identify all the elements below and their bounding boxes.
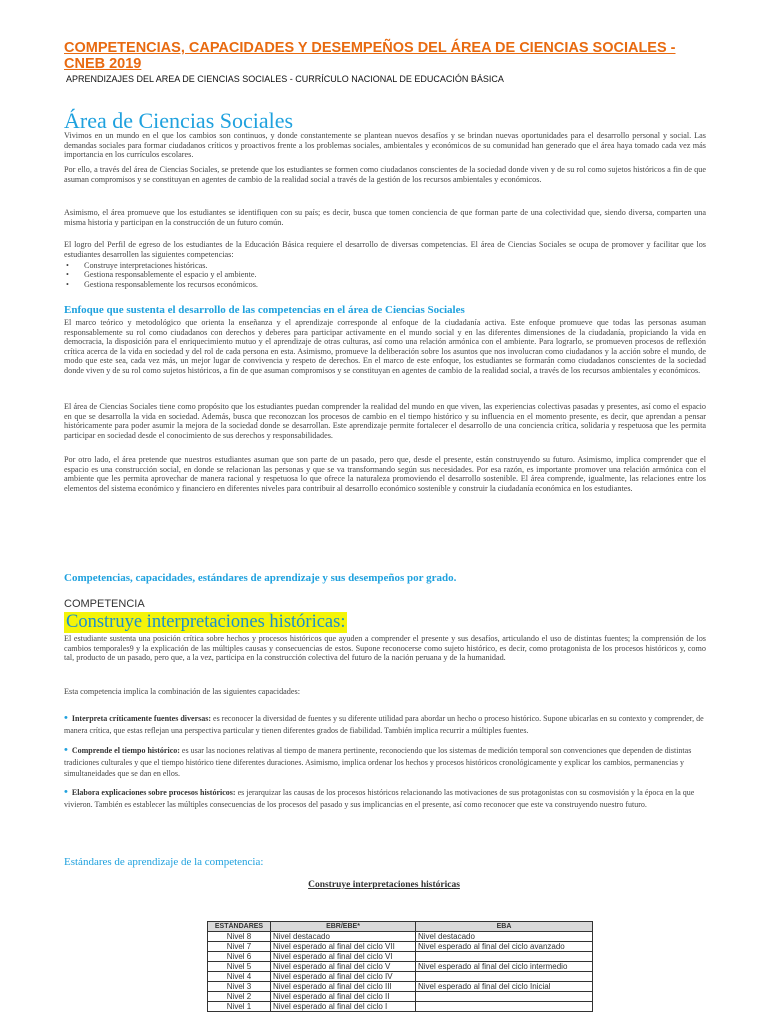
estandares-heading: Estándares de aprendizaje de la competencia: bbox=[64, 856, 264, 868]
table-cell: Nivel destacado bbox=[416, 932, 593, 942]
table-cell: Nivel esperado al final del ciclo IV bbox=[271, 972, 416, 982]
table-row bbox=[208, 962, 593, 972]
table-cell: Nivel esperado al final del ciclo avanzado bbox=[416, 942, 593, 952]
area-paragraph-4: El logro del Perfil de egreso de los estudiantes de la Educación Básica requiere el desarrollo de diversas competencias. El área de Ciencias Sociales se ocupa de promover y facilitar que los estudiantes desarrollen las siguientes competencias: bbox=[64, 240, 706, 259]
enfoque-paragraph-1: El marco teórico y metodológico que orienta la enseñanza y el aprendizaje corresponde al enfoque de la ciudadanía activa. Este enfoque promueve que todas las personas asuman responsablemente su rol como ciudadanos con derechos y deberes para participar activamente en el mundo social y en las diferentes dimensiones de la ciudadanía, propiciando la vida en democracia, la disposición para el enriquecimiento mutuo y el aprendizaje de otras culturas, así como una relación armónica con el ambiente. Para lograrlo, se promueven procesos de reflexión crítica acerca de la vida en sociedad y del rol de cada persona en esta. Asimismo, promueve la deliberación sobre los asuntos que nos involucran como ciudadanos y la acción sobre el mundo, de modo que este sea, cada vez más, un mejor lugar de convivencia y respeto de derechos. En el marco de este enfoque, los estudiantes se formarán como ciudadanos conscientes de la sociedad donde viven y de su rol como sujetos históricos, a fin de que asuman compromisos y se constituyan en agentes de cambio de la realidad social, a través de los recursos ambientales y económicos. bbox=[64, 318, 706, 375]
table-cell: Nivel esperado al final del ciclo III bbox=[271, 982, 416, 992]
table-row bbox=[208, 992, 593, 1002]
capacidad-item bbox=[64, 713, 709, 736]
capacidad-name: Comprende el tiempo histórico: bbox=[71, 746, 180, 755]
table-cell: Nivel esperado al final del ciclo I bbox=[271, 1002, 416, 1012]
table-cell: Nivel 3 bbox=[208, 982, 271, 992]
table-title: Construye interpretaciones históricas bbox=[308, 880, 460, 890]
table-cell bbox=[416, 1002, 593, 1012]
table-row bbox=[208, 942, 593, 952]
enfoque-heading: Enfoque que sustenta el desarrollo de las competencias en el área de Ciencias Sociales bbox=[64, 304, 465, 316]
table-cell: Nivel 7 bbox=[208, 942, 271, 952]
column-header: EBR/EBE* bbox=[271, 922, 416, 932]
capacidad-name: Interpreta críticamente fuentes diversas: bbox=[71, 714, 212, 723]
column-header: EBA bbox=[416, 922, 593, 932]
capacidad-item bbox=[64, 745, 709, 780]
table-row bbox=[208, 982, 593, 992]
capacidad-name: Elabora explicaciones sobre procesos históricos: bbox=[71, 788, 236, 797]
table-cell: Nivel 1 bbox=[208, 1002, 271, 1012]
table-cell: Nivel esperado al final del ciclo VII bbox=[271, 942, 416, 952]
table-cell bbox=[416, 952, 593, 962]
list-item: • Gestiona responsablemente los recursos económicos. bbox=[64, 280, 704, 289]
table-cell: Nivel esperado al final del ciclo intermedio bbox=[416, 962, 593, 972]
area-heading: Área de Ciencias Sociales bbox=[64, 108, 294, 133]
table-cell: Nivel 6 bbox=[208, 952, 271, 962]
area-paragraph-3: Asimismo, el área promueve que los estudiantes se identifiquen con su país; es decir, busca que tomen conciencia de que forman parte de una colectividad que, siendo diversa, comparten una misma historia y participan en la construcción de un futuro común. bbox=[64, 208, 706, 227]
capacidad-item bbox=[64, 787, 709, 810]
table-cell bbox=[416, 972, 593, 982]
enfoque-paragraph-3: Por otro lado, el área pretende que nuestros estudiantes asuman que son parte de un pasado, pero que, desde el presente, están construyendo su futuro. Asimismo, implica comprender que el espacio es una construcción social, en donde se relacionan las personas y que se va transformando según sus necesidades. Por esa razón, es importante promover una relación armónica con el ambiente que les permita aprovechar de manera racional y respetuosa lo que ofrece la naturaleza promoviendo el desarrollo sostenible. El área comprende, igualmente, las relaciones entre los elementos del sistema económico y financiero en diferentes niveles para contribuir al desarrollo económico sostenible y construir la ciudadanía económica en los estudiantes. bbox=[64, 455, 706, 493]
page-subtitle: APRENDIZAJES DEL AREA DE CIENCIAS SOCIALES - CURRÍCULO NACIONAL DE EDUCACIÓN BÁSICA bbox=[66, 74, 504, 84]
list-item: • Gestiona responsablemente el espacio y el ambiente. bbox=[64, 270, 704, 279]
table-row bbox=[208, 952, 593, 962]
table-cell: Nivel esperado al final del ciclo Inicial bbox=[416, 982, 593, 992]
page-title[interactable]: COMPETENCIAS, CAPACIDADES Y DESEMPEÑOS DEL ÁREA DE CIENCIAS SOCIALES - CNEB 2019 bbox=[64, 40, 676, 72]
capacidad-text: es reconocer la diversidad de fuentes y su diferente utilidad para abordar un hecho o proceso histórico. Supone ubicarlas en su contexto y comprender, de manera crítica, que estas reflejan una perspectiva particular y tienen diferentes grados de fiabilidad. También implica recurrir a múltiples fuentes. bbox=[64, 714, 704, 735]
table-cell: Nivel 4 bbox=[208, 972, 271, 982]
table-cell: Nivel 2 bbox=[208, 992, 271, 1002]
area-paragraph-1: Vivimos en un mundo en el que los cambios son continuos, y donde constantemente se plantean nuevos desafíos y se brindan nuevas oportunidades para el desarrollo personal y social. Las demandas sociales para formar ciudadanos críticos y proactivos frente a los problemas sociales, ambientales y económicos de su comunidad han generado que el área haya tomado cada vez más importancia en los currículos escolares. bbox=[64, 131, 706, 160]
table-cell: Nivel 5 bbox=[208, 962, 271, 972]
table-cell: Nivel 8 bbox=[208, 932, 271, 942]
table-row bbox=[208, 1002, 593, 1012]
column-header: ESTÁNDARES bbox=[208, 922, 271, 932]
table-row bbox=[208, 932, 593, 942]
capacidad-text: es jerarquizar las causas de los procesos históricos relacionando las motivaciones de sus protagonistas con su cosmovisión y la época en la que vivieron. También es establecer las múltiples consecuencias de los procesos del pasado y sus implicancias en el presente, así como reconocer que este va construyendo nuestro futuro. bbox=[64, 788, 695, 809]
table-cell: Nivel esperado al final del ciclo II bbox=[271, 992, 416, 1002]
table-header-row bbox=[208, 922, 593, 932]
bullet-icon: • bbox=[64, 744, 68, 756]
bullet-icon: • bbox=[64, 712, 68, 724]
table-cell: Nivel esperado al final del ciclo V bbox=[271, 962, 416, 972]
capacidad-text: es usar las nociones relativas al tiempo de manera pertinente, reconociendo que los sistemas de medición temporal son convenciones que dependen de distintas tradiciones culturales y que el tiempo histórico tiene diferentes duraciones. Asimismo, implica ordenar los hechos y procesos históricos cronológicamente y explicar los cambios, permanencias y simultaneidades que se dan en ellos. bbox=[64, 746, 692, 778]
estandares-table bbox=[207, 921, 593, 1012]
section-heading: Competencias, capacidades, estándares de aprendizaje y sus desempeños por grado. bbox=[64, 572, 457, 584]
area-paragraph-2: Por ello, a través del área de Ciencias Sociales, se pretende que los estudiantes se formen como ciudadanos conscientes de la sociedad donde viven y de su rol como sujetos históricos a fin de que asuman compromisos y se constituyan en agentes de cambio de la realidad social a través de la gestión de los recursos ambientales y económicos. bbox=[64, 165, 706, 184]
competencia-title: Construye interpretaciones históricas: bbox=[66, 612, 346, 632]
list-item: • Construye interpretaciones históricas. bbox=[64, 261, 704, 270]
table-cell: Nivel esperado al final del ciclo VI bbox=[271, 952, 416, 962]
table-row bbox=[208, 972, 593, 982]
capacidades-intro: Esta competencia implica la combinación de las siguientes capacidades: bbox=[64, 687, 300, 696]
competencia-paragraph: El estudiante sustenta una posición crítica sobre hechos y procesos históricos que ayuden a comprender el presente y sus desafíos, articulando el uso de distintas fuentes; la comprensión de los cambios temporales9 y la explicación de las múltiples causas y consecuencias de estos. Supone reconocerse como sujeto histórico, es decir, como protagonista de los procesos históricos y, como tal, producto de un pasado, pero que, a la vez, participa en la construcción colectiva del futuro de la nación peruana y de la humanidad. bbox=[64, 634, 706, 663]
table-cell bbox=[416, 992, 593, 1002]
competencias-list bbox=[64, 261, 704, 289]
competencia-label: COMPETENCIA bbox=[64, 598, 145, 610]
table-cell: Nivel destacado bbox=[271, 932, 416, 942]
enfoque-paragraph-2: El área de Ciencias Sociales tiene como propósito que los estudiantes puedan comprender la realidad del mundo en que viven, las experiencias colectivas pasadas y presentes, así como el espacio en que se desarrolla la vida en sociedad. Además, busca que reconozcan los procesos de cambio en el tiempo histórico y su influencia en el momento presente, es decir, que aprendan a pensar históricamente para poder asumir la mejora de la sociedad donde se desarrollan. Este aprendizaje permite fortalecer el desarrollo de una conciencia crítica, solidaria y respetuosa que les permita participar en sociedad desde el conocimiento de sus derechos y responsabilidades. bbox=[64, 402, 706, 440]
bullet-icon: • bbox=[64, 786, 68, 798]
